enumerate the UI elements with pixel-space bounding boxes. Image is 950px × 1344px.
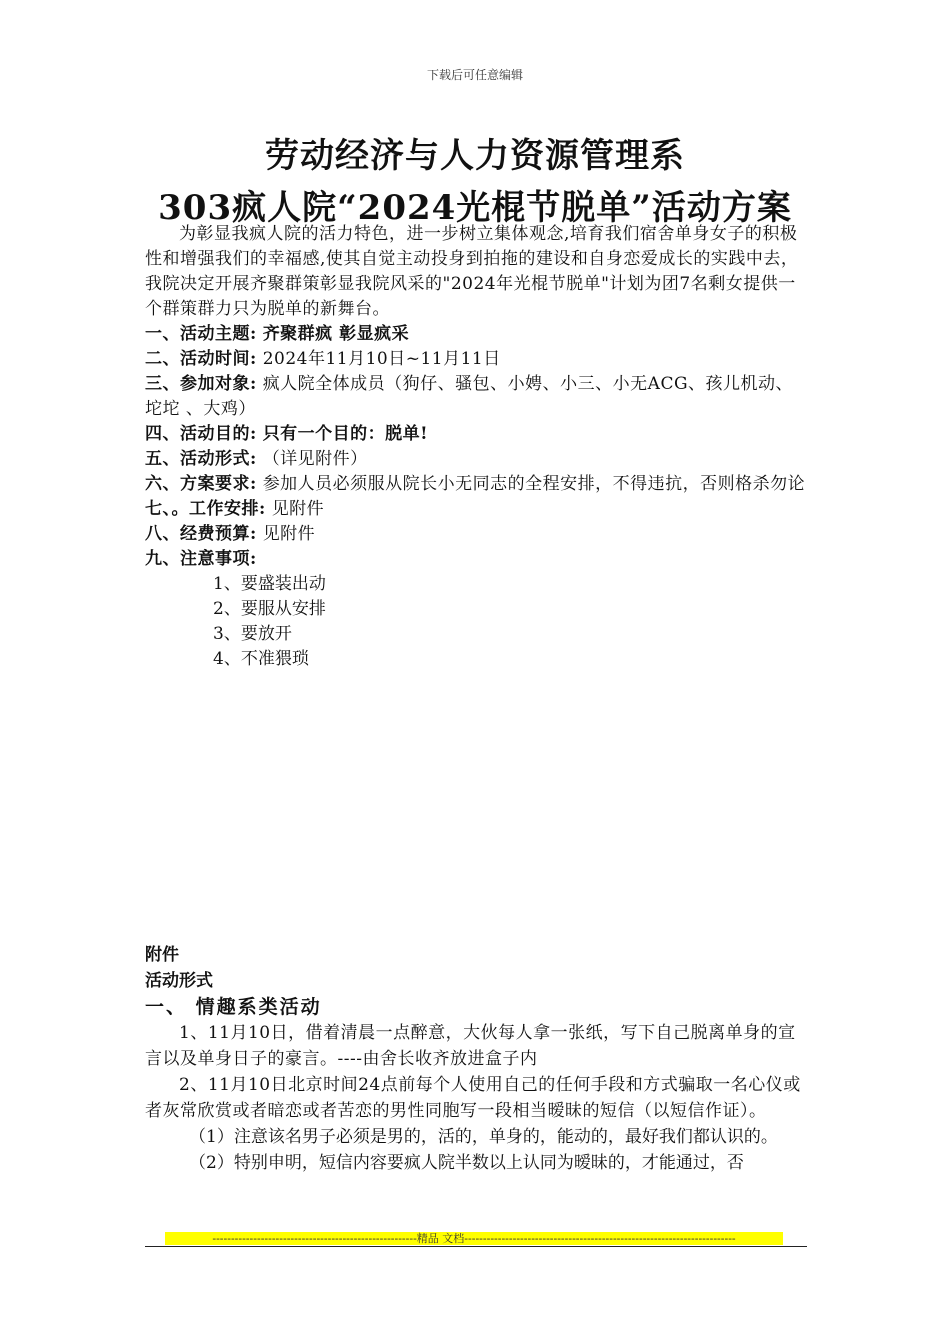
- plan-item: [145, 422, 810, 447]
- note-item: 2、要服从安排: [213, 599, 326, 619]
- annex-paragraph-1: 1、11月10日，借着清晨一点醉意，大伙每人拿一张纸，写下自己脱离单身的宣言以及单身日子的豪言。----由舍长收齐放进盒子内: [145, 1023, 796, 1069]
- plan-item-label: 七、。工作安排:: [145, 499, 266, 519]
- annex-paragraph-3: （1）注意该名男子必须是男的，活的，单身的，能动的，最好我们都认识的。: [189, 1127, 778, 1147]
- plan-item: [145, 447, 810, 472]
- plan-item-label: 五、活动形式:: [145, 449, 257, 469]
- notes-list: [145, 572, 810, 672]
- annex-subtitle: 活动形式: [145, 971, 213, 991]
- document-subtitle: 303疯人院“2024光棍节脱单”活动方案: [158, 188, 792, 228]
- plan-item-label: 六、方案要求:: [145, 474, 257, 494]
- plan-item-value: 齐聚群疯 彰显疯采: [262, 324, 410, 344]
- plan-item: [145, 322, 810, 347]
- plan-item-label: 九、注意事项:: [145, 549, 257, 569]
- intro-paragraph: 为彰显我疯人院的活力特色，进一步树立集体观念,培育我们宿舍单身女子的积极性和增强我们的幸福感,使其自觉主动投身到拍拖的建设和自身恋爱成长的实践中去，我院决定开展齐聚群策彰显我院风采的"2024年光棍节脱单"计划为团7名剩女提供一个群策群力只为脱单的新舞台。: [145, 224, 799, 319]
- note-item: 3、要放开: [213, 624, 292, 644]
- plan-item: [145, 547, 810, 572]
- plan-body: [145, 222, 810, 672]
- plan-item-value: 2024年11月10日~11月11日: [262, 349, 501, 369]
- annex-paragraph-4: （2）特别申明，短信内容要疯人院半数以上认同为暧昧的，才能通过，否: [189, 1153, 744, 1173]
- plan-item: [145, 372, 810, 422]
- annex: [145, 942, 810, 1176]
- plan-item: [145, 522, 810, 547]
- plan-item-label: 一、活动主题:: [145, 324, 257, 344]
- plan-item-label: 三、参加对象:: [145, 374, 257, 394]
- annex-title: 附件: [145, 945, 179, 965]
- document-title: 劳动经济与人力资源管理系: [265, 136, 685, 176]
- annex-section-heading: 一、 情趣系类活动: [145, 996, 322, 1018]
- annex-paragraph-2: 2、11月10日北京时间24点前每个人使用自己的任何手段和方式骗取一名心仪或者灰常欣赏或者暗恋或者苦恋的男性同胞写一段相当暧昧的短信（以短信作证）。: [145, 1075, 801, 1121]
- note-item: 1、要盛装出动: [213, 574, 326, 594]
- plan-item-value: 见附件: [271, 499, 325, 519]
- plan-item-label: 八、经费预算:: [145, 524, 257, 544]
- plan-item: [145, 347, 810, 372]
- plan-item-value: （详见附件）: [262, 449, 368, 469]
- note-item: 4、不准猥琐: [213, 649, 309, 669]
- header-note: 下载后可任意编辑: [426, 68, 523, 82]
- plan-item-value: 见附件: [262, 524, 316, 544]
- plan-item-label: 二、活动时间:: [145, 349, 257, 369]
- plan-item-label: 四、活动目的:: [145, 424, 257, 444]
- footer-banner: -------------------------------------------------------精品 文档-------------------------------------------------------------------------: [165, 1232, 783, 1245]
- footer-divider: [145, 1246, 807, 1247]
- plan-item: [145, 497, 810, 522]
- plan-item: [145, 472, 810, 497]
- plan-item-value: 疯人院全体成员（狗仔、骚包、小娉、小三、小无ACG、孩儿机动、坨坨 、大鸡）: [145, 374, 794, 419]
- plan-items: [145, 322, 810, 572]
- plan-item-value: 只有一个目的：脱单!: [262, 424, 429, 444]
- plan-item-value: 参加人员必须服从院长小无同志的全程安排，不得违抗，否则格杀勿论: [262, 474, 806, 494]
